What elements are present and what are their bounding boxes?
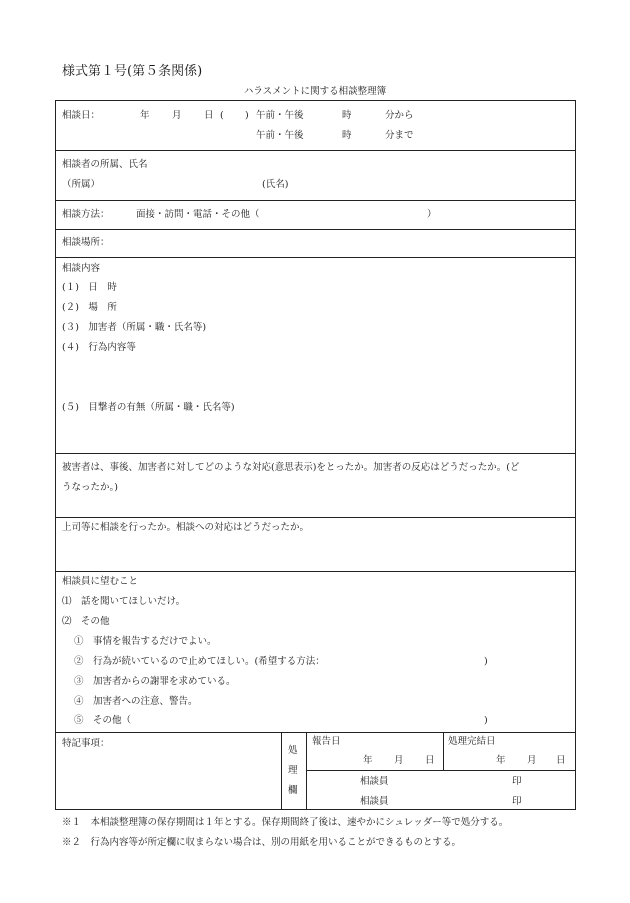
form-number: 様式第１号(第５条関係) (62, 64, 203, 79)
content-item: (３) 加害者（所属・職・氏名等) (62, 322, 207, 333)
seal-mark: 印 (512, 796, 522, 807)
processing-divider (281, 732, 282, 810)
method-label: 相談方法： (62, 209, 110, 220)
consult-date-day: 日 (204, 110, 214, 121)
report-year: 年 (363, 755, 373, 766)
row-divider (55, 200, 576, 201)
response-text: 被害者は、事後、加害者に対してどのような対応(意思表示)をとったか。加害者の反応はどうだったか。(ど (62, 462, 520, 473)
footnote: ※１ 本相談整理簿の保存期間は１年とする。保存期間終了後は、速やかにシュレッダー等で処分する。 (62, 817, 509, 828)
weekday-close: ) (245, 110, 249, 121)
consultant-label: 相談者の所属、氏名 (62, 159, 148, 170)
wish-option: ⑵ その他 (62, 616, 110, 627)
method-options: 面接・訪問・電話・その他（ (136, 209, 260, 220)
row-divider (55, 517, 576, 518)
processing-divider (306, 732, 307, 810)
wish-option: ⑴ 話を聞いてほしいだけ。 (62, 596, 186, 607)
wish-suboption: ④ 加害者への注意、警告。 (74, 696, 198, 707)
wish-suboption-close: ) (484, 715, 488, 726)
row-divider (55, 257, 576, 258)
place-label: 相談場所： (62, 237, 110, 248)
name-label: (氏名) (262, 179, 289, 190)
footnote: ※２ 行為内容等が所定欄に収まらない場合は、別の用紙を用いることができるものとする。 (62, 837, 462, 848)
superior-text: 上司等に相談を行ったか。相談への対応はどうだったか。 (62, 522, 310, 533)
content-item: (５) 目撃者の有無（所属・職・氏名等) (62, 402, 235, 413)
content-item: (２) 場 所 (62, 302, 117, 313)
processing-label-char: 理 (288, 765, 298, 776)
remarks-label: 特記事項： (62, 738, 110, 749)
done-month: 月 (527, 755, 537, 766)
report-month: 月 (394, 755, 404, 766)
seal-mark: 印 (512, 776, 522, 787)
row-divider (55, 453, 576, 454)
done-year: 年 (496, 755, 506, 766)
wish-suboption: ① 事情を報告するだけでよい。 (74, 636, 217, 647)
hour-end: 時 (342, 130, 352, 141)
row-divider (55, 732, 576, 733)
report-date-label: 報告日 (312, 736, 341, 747)
content-item: (１) 日 時 (62, 282, 117, 293)
processing-label-char: 欄 (288, 785, 298, 796)
processing-label-char: 処 (288, 745, 298, 756)
minute-from: 分から (385, 110, 414, 121)
wish-suboption: ⑤ その他（ (74, 715, 132, 726)
row-divider (55, 229, 576, 230)
done-day: 日 (556, 755, 566, 766)
counselor-label: 相談員 (360, 776, 389, 787)
done-date-label: 処理完結日 (448, 736, 496, 747)
consult-date-month: 月 (172, 110, 182, 121)
method-close: ） (427, 209, 437, 220)
row-divider (55, 150, 576, 151)
wish-suboption: ② 行為が続いているので止めてほしい。(希望する方法： (74, 656, 325, 667)
hour-start: 時 (342, 110, 352, 121)
report-day: 日 (425, 755, 435, 766)
row-divider (55, 571, 576, 572)
content-label: 相談内容 (62, 263, 101, 274)
ampm-end: 午前・午後 (256, 130, 304, 141)
wishes-label: 相談員に望むこと (62, 576, 139, 587)
wish-suboption: ③ 加害者からの謝罪を求めている。 (74, 676, 236, 687)
affiliation-label: （所属） (62, 179, 101, 190)
ampm-start: 午前・午後 (256, 110, 304, 121)
response-text-cont: うなったか。) (62, 482, 118, 493)
processing-divider (443, 732, 444, 770)
content-item: (４) 行為内容等 (62, 342, 136, 353)
weekday-open: ( (220, 110, 224, 121)
minute-to: 分まで (385, 130, 414, 141)
consult-date-year: 年 (140, 110, 150, 121)
wish-suboption-close: ) (484, 656, 488, 667)
counselor-label: 相談員 (360, 796, 389, 807)
consult-date-label: 相談日： (62, 110, 101, 121)
processing-divider (306, 770, 576, 771)
document-title: ハラスメントに関する相談整理簿 (243, 86, 387, 97)
